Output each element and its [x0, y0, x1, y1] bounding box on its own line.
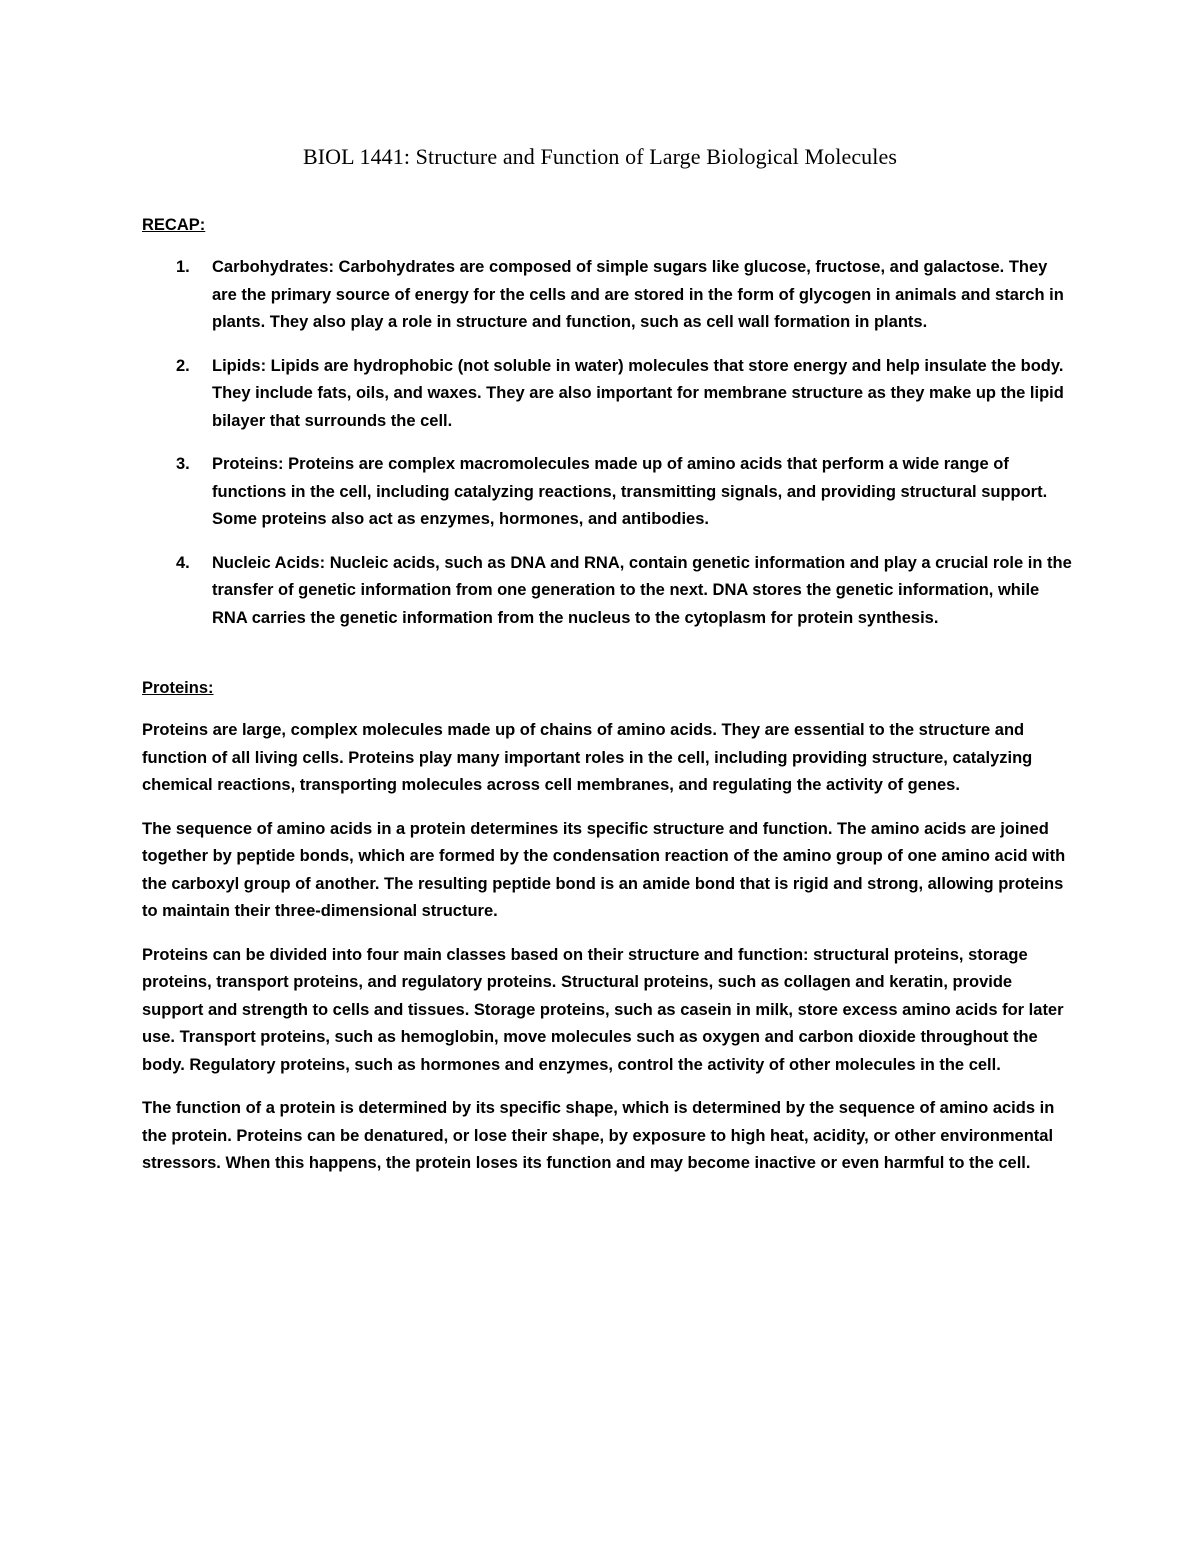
- list-number: 2.: [176, 356, 190, 375]
- recap-term: Nucleic Acids:: [212, 553, 326, 572]
- document-title: BIOL 1441: Structure and Function of Large Biological Molecules: [302, 144, 898, 169]
- proteins-paragraph: The function of a protein is determined by its specific shape, which is determined by the sequence of amino acids in the protein. Proteins can be denatured, or lose their shape, by exposure to high heat, acidity, or other environmental stressors. When this happens, the protein loses its function and may become inactive or even harmful to the cell.: [142, 1099, 1055, 1172]
- recap-item-proteins: [142, 451, 1072, 534]
- recap-text: Carbohydrates are composed of simple sugars like glucose, fructose, and galactose. They are the primary source of energy for the cells and are stored in the form of glycogen in animals and starch in plants. They also play a role in structure and function, such as cell wall formation in plants.: [212, 258, 1064, 331]
- proteins-heading: Proteins:: [142, 679, 214, 697]
- recap-item-nucleic-acids: [142, 550, 1072, 633]
- proteins-section: [142, 717, 1067, 1194]
- recap-item-carbohydrates: [142, 254, 1072, 337]
- recap-heading: RECAP:: [142, 216, 206, 234]
- recap-term: Carbohydrates:: [212, 258, 334, 276]
- proteins-paragraph: The sequence of amino acids in a protein determines its specific structure and function. The amino acids are joined together by peptide bonds, which are formed by the condensation reaction of the amino group of one amino acid with the carboxyl group of another. The resulting peptide bond is an amide bond that is rigid and strong, allowing proteins to maintain their three-dimensional structure.: [142, 819, 1066, 920]
- recap-term: Lipids:: [212, 356, 267, 375]
- recap-term: Proteins:: [212, 455, 284, 473]
- recap-text: Proteins are complex macromolecules made up of amino acids that perform a wide range of functions in the cell, including catalyzing reactions, transmitting signals, and providing structural support. Some proteins also act as enzymes, hormones, and antibodies.: [212, 455, 1048, 528]
- recap-text: Nucleic acids, such as DNA and RNA, contain genetic information and play a crucial role in the transfer of genetic information from one generation to the next. DNA stores the genetic information, while RNA carries the genetic information from the nucleus to the cytoplasm for protein synthesis.: [212, 553, 1072, 627]
- list-number: 3.: [176, 455, 190, 473]
- recap-list: [142, 254, 1072, 648]
- proteins-paragraph: Proteins are large, complex molecules made up of chains of amino acids. They are essential to the structure and function of all living cells. Proteins play many important roles in the cell, including providing structure, catalyzing chemical reactions, transporting molecules across cell membranes, and regulating the activity of genes.: [142, 721, 1033, 794]
- list-number: 1.: [176, 258, 190, 276]
- recap-item-lipids: [142, 353, 1072, 436]
- list-number: 4.: [176, 553, 190, 572]
- recap-text: Lipids are hydrophobic (not soluble in water) molecules that store energy and help insulate the body. They include fats, oils, and waxes. They are also important for membrane structure as they make up the lipid bilayer that surrounds the cell.: [212, 356, 1064, 430]
- proteins-paragraph: Proteins can be divided into four main classes based on their structure and function: structural proteins, storage proteins, transport proteins, and regulatory proteins. Structural proteins, such as collagen and keratin, provide support and strength to cells and tissues. Storage proteins, such as casein in milk, store excess amino acids for later use. Transport proteins, such as hemoglobin, move molecules such as oxygen and carbon dioxide throughout the body. Regulatory proteins, such as hormones and enzymes, control the activity of other molecules in the cell.: [142, 945, 1064, 1074]
